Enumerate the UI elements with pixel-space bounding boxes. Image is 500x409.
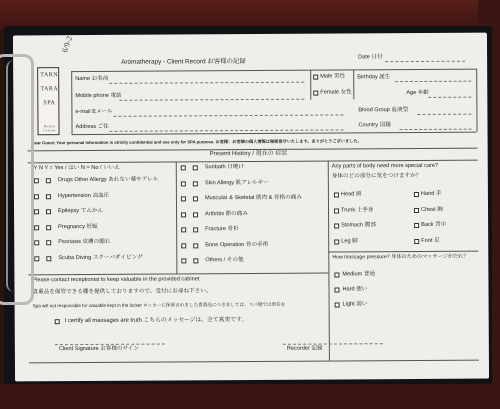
body-part-checkbox[interactable] [414, 238, 419, 243]
history-yes-checkbox[interactable] [34, 194, 39, 199]
history-no-checkbox[interactable] [193, 165, 198, 170]
history-item-label: Fracture 骨折 [205, 226, 239, 233]
body-part-checkbox[interactable] [414, 192, 419, 197]
history-item-label: Bone Operation 骨の手術 [205, 241, 269, 248]
email-field[interactable] [113, 114, 343, 116]
birthday-label: Birthday 誕生 [357, 74, 391, 81]
age-label: Age 年齢 [406, 89, 430, 97]
name-field[interactable] [109, 82, 304, 84]
client-record-form [13, 33, 489, 382]
desk-bottom [0, 384, 500, 409]
body-part-checkbox[interactable] [334, 223, 339, 228]
date-field[interactable] [385, 61, 465, 62]
body-part-label: Chest 胸 [420, 206, 443, 213]
yes-no-legend: Y N Y = Yes / はい N = No / いいえ [33, 164, 120, 172]
country-label: Country 国籍 [358, 122, 391, 129]
birthday-field[interactable] [395, 81, 471, 82]
client-signature-label: Client Signature お客様のサイン [58, 345, 140, 353]
history-no-checkbox[interactable] [46, 209, 51, 214]
handwritten-note: 6/9-2 [60, 34, 75, 54]
blood-group-label: Blood Group 血液型 [358, 107, 409, 114]
body-part-checkbox[interactable] [334, 208, 339, 213]
mobile-label: Mobile phone 電話 [75, 92, 122, 100]
recorder-label: Recorder 記録 [286, 345, 323, 352]
history-yes-checkbox[interactable] [181, 212, 186, 217]
history-yes-checkbox[interactable] [34, 225, 39, 230]
history-no-checkbox[interactable] [193, 196, 198, 201]
valuables-note-jp: 貴重品を保管できる棚を提供しておりますので、受付にお尋ね下さい。 [32, 288, 212, 296]
special-care-question-jp: 身体のどの部分に気をつけますか？ [331, 172, 422, 180]
history-item-label: Psoriasis 皮膚の腫れ [58, 238, 111, 246]
history-no-checkbox[interactable] [46, 225, 51, 230]
history-yes-checkbox[interactable] [34, 209, 39, 214]
female-label: Female 女性 [320, 89, 352, 96]
body-part-label: Back 背中 [421, 221, 447, 228]
history-yes-checkbox[interactable] [181, 227, 186, 232]
history-item-label: Epilepsy てんかん [58, 207, 104, 215]
confidentiality-notice: Dear Guest: Your personal information is strictly confidential and use only for SPA purpose. お客様：お客様の個人情報は秘密保守いたします。ありがとうございました。 [31, 138, 362, 146]
history-yes-checkbox[interactable] [181, 196, 186, 201]
male-label: Male 男性 [320, 73, 346, 80]
body-part-label: Stomach 腹部 [341, 222, 376, 229]
female-checkbox[interactable] [313, 91, 318, 96]
pressure-label: Hard 強い [342, 286, 368, 293]
pressure-label: Light 弱い [342, 301, 368, 308]
country-field[interactable] [400, 129, 472, 130]
history-item-label: Sunbath 日焼け [204, 164, 244, 171]
history-item-label: Muscular & Skeletal 筋肉 & 骨格の痛み [204, 194, 302, 202]
pressure-checkbox[interactable] [334, 272, 339, 277]
history-yes-checkbox[interactable] [181, 258, 186, 263]
male-checkbox[interactable] [313, 75, 318, 80]
history-item-label: Pregnancy 妊娠 [58, 223, 98, 230]
blood-group-field[interactable] [417, 114, 471, 115]
body-part-label: Leg 脚 [341, 237, 358, 244]
body-part-checkbox[interactable] [334, 239, 339, 244]
history-no-checkbox[interactable] [193, 181, 198, 186]
history-no-checkbox[interactable] [46, 194, 51, 199]
email-label: e-mail Eメール [75, 108, 113, 116]
history-yes-checkbox[interactable] [181, 181, 186, 186]
date-label: Date 日付 [358, 54, 383, 61]
pressure-checkbox[interactable] [335, 302, 340, 307]
body-part-label: Trunk 上手身 [341, 206, 374, 213]
body-part-checkbox[interactable] [334, 192, 339, 197]
history-item-label: Others / その他 [205, 257, 244, 264]
body-part-label: Foot 足 [421, 237, 440, 244]
age-field[interactable] [428, 97, 471, 98]
name-label: Name お名前 [75, 75, 109, 83]
history-yes-checkbox[interactable] [181, 165, 186, 170]
history-no-checkbox[interactable] [193, 258, 198, 263]
valuables-note: Please contact receptionist to keep valuable in the provided cabinet [32, 276, 200, 284]
locker-disclaimer: Spa will not responsible for valuable kept in the locker ロッカーに保管されました貴重品につきましては、スパ側では責任を [32, 301, 286, 309]
form-title: Aromatherapy - Client Record お客様の記録 [121, 58, 246, 66]
history-item-label: Scuba Diving スクーバダイビング [58, 254, 143, 261]
pressure-question: How massage pressure? 身体のためのマッサージがだれ？ [332, 253, 469, 261]
history-item-label: Arthritis 節の痛み [205, 210, 248, 217]
history-item-label: Skin Allergy 肌アレルギー [204, 179, 269, 186]
clip-ring-inner [6, 60, 26, 292]
history-yes-checkbox[interactable] [34, 178, 39, 183]
history-no-checkbox[interactable] [46, 256, 51, 261]
history-no-checkbox[interactable] [193, 227, 198, 232]
pressure-checkbox[interactable] [334, 287, 339, 292]
history-no-checkbox[interactable] [193, 243, 198, 248]
spa-logo: TARN TARA SPA Health Cuisine [37, 67, 59, 135]
history-yes-checkbox[interactable] [181, 243, 186, 248]
body-part-checkbox[interactable] [414, 223, 419, 228]
recorder-field[interactable] [283, 343, 383, 345]
certify-checkbox[interactable] [55, 319, 60, 324]
history-no-checkbox[interactable] [46, 240, 51, 245]
body-part-checkbox[interactable] [414, 207, 419, 212]
mobile-field[interactable] [119, 99, 304, 101]
pressure-label: Medium 普通 [342, 271, 376, 278]
special-care-question: Any parts of body need more special care? [331, 162, 439, 170]
address-label: Address ご住 [75, 123, 109, 131]
certify-statement: I certify all massages are truth こちらのメッセージは、全て真実です。 [64, 317, 248, 325]
body-part-label: Head 頭 [340, 191, 362, 198]
address-field[interactable] [110, 129, 344, 131]
history-yes-checkbox[interactable] [34, 256, 39, 261]
history-item-label: Drugs Other Allergy あれない薬やアレル [57, 176, 159, 184]
history-item-label: Hypertension 高血圧 [57, 192, 110, 199]
body-part-label: Hand 手 [420, 190, 442, 197]
history-no-checkbox[interactable] [193, 212, 198, 217]
history-yes-checkbox[interactable] [34, 240, 39, 245]
history-no-checkbox[interactable] [46, 178, 51, 183]
present-history-header: Present History / 現在の 症状 [209, 150, 288, 158]
